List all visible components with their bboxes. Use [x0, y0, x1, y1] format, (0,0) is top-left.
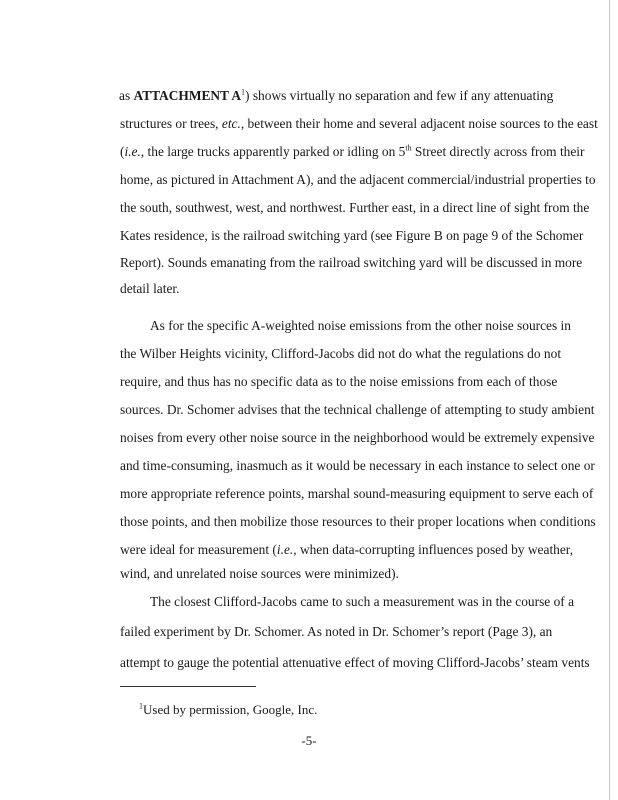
text-segment: noises from every other noise source in the neighborhood would be extremely expensive — [120, 430, 595, 445]
text-line — [120, 624, 552, 640]
text-segment: were ideal for measurement ( — [120, 542, 277, 557]
text-segment: ( — [120, 144, 125, 159]
text-segment: i.e. — [276, 542, 294, 557]
text-segment: require, and thus has no specific data as to the noise emissions from each of those — [120, 374, 558, 389]
text-segment: the Wilber Heights vicinity, Clifford-Jacobs did not do what the regulations do not — [120, 346, 562, 361]
text-segment: detail later. — [120, 281, 180, 296]
text-segment: wind, and unrelated noise sources were minimized). — [120, 566, 399, 581]
text-segment: sources. Dr. Schomer advises that the technical challenge of attempting to study ambient — [120, 402, 595, 417]
footnote-marker: 1 — [139, 701, 143, 711]
text-line — [120, 655, 590, 671]
text-line — [120, 200, 589, 216]
footnote-text: Used by permission, Google, Inc. — [143, 702, 318, 717]
text-line — [120, 486, 593, 502]
text-line — [120, 458, 595, 474]
text-segment: As for the specific A-weighted noise emissions from the other noise sources in — [150, 318, 571, 333]
text-line — [120, 281, 180, 297]
text-segment: Street directly across from their — [411, 144, 585, 159]
text-segment: The closest Clifford-Jacobs came to such a measurement was in the course of a — [150, 594, 575, 609]
text-segment: th — [405, 143, 412, 153]
footnote — [139, 702, 317, 718]
text-segment: those points, and then mobilize those resources to their proper locations when conditions — [120, 514, 596, 529]
footnote-separator — [120, 686, 256, 687]
text-line — [120, 116, 598, 132]
text-line — [120, 255, 582, 271]
text-segment: failed experiment by Dr. Schomer. As noted in Dr. Schomer’s report (Page 3), an — [120, 624, 553, 639]
page-edge-line — [609, 0, 610, 800]
text-segment: , between their home and several adjacent noise sources to the east — [240, 116, 598, 131]
text-segment: ATTACHMENT A — [133, 88, 242, 103]
page-number: -5- — [301, 733, 317, 748]
text-line — [120, 566, 399, 582]
text-segment: attempt to gauge the potential attenuative effect of moving Clifford-Jacobs’ steam vents — [120, 655, 590, 670]
text-line — [120, 542, 573, 558]
text-segment: and time-consuming, inasmuch as it would be necessary in each instance to select one or — [120, 458, 595, 473]
text-line — [120, 402, 595, 418]
text-line — [150, 594, 574, 610]
text-segment: 1 — [241, 87, 246, 97]
text-line — [120, 514, 596, 530]
text-line — [120, 228, 583, 244]
text-segment: Report). Sounds emanating from the railroad switching yard will be discussed in more — [120, 255, 583, 270]
text-line — [120, 374, 557, 390]
text-segment: as — [119, 88, 134, 103]
text-segment: more appropriate reference points, marshal sound-measuring equipment to serve each of — [120, 486, 594, 501]
text-segment: Kates residence, is the railroad switching yard (see Figure B on page 9 of the Schomer — [120, 228, 584, 243]
text-line — [120, 144, 584, 160]
text-segment: , when data-corrupting influences posed by weather, — [293, 542, 574, 557]
text-line — [150, 318, 571, 334]
text-segment: i.e. — [124, 144, 141, 159]
text-line — [120, 430, 595, 446]
text-line — [120, 346, 561, 362]
text-segment: ) shows virtually no separation and few if any attenuating — [245, 88, 554, 103]
text-segment: etc. — [221, 116, 241, 131]
text-segment: home, as pictured in Attachment A), and the adjacent commercial/industrial properties to — [120, 172, 596, 187]
text-segment: , the large trucks apparently parked or idling on 5 — [140, 144, 406, 159]
text-line — [120, 172, 596, 188]
text-segment: the south, southwest, west, and northwest. Further east, in a direct line of sight from the — [120, 200, 590, 215]
text-segment: structures or trees, — [120, 116, 222, 131]
text-line — [119, 88, 553, 104]
